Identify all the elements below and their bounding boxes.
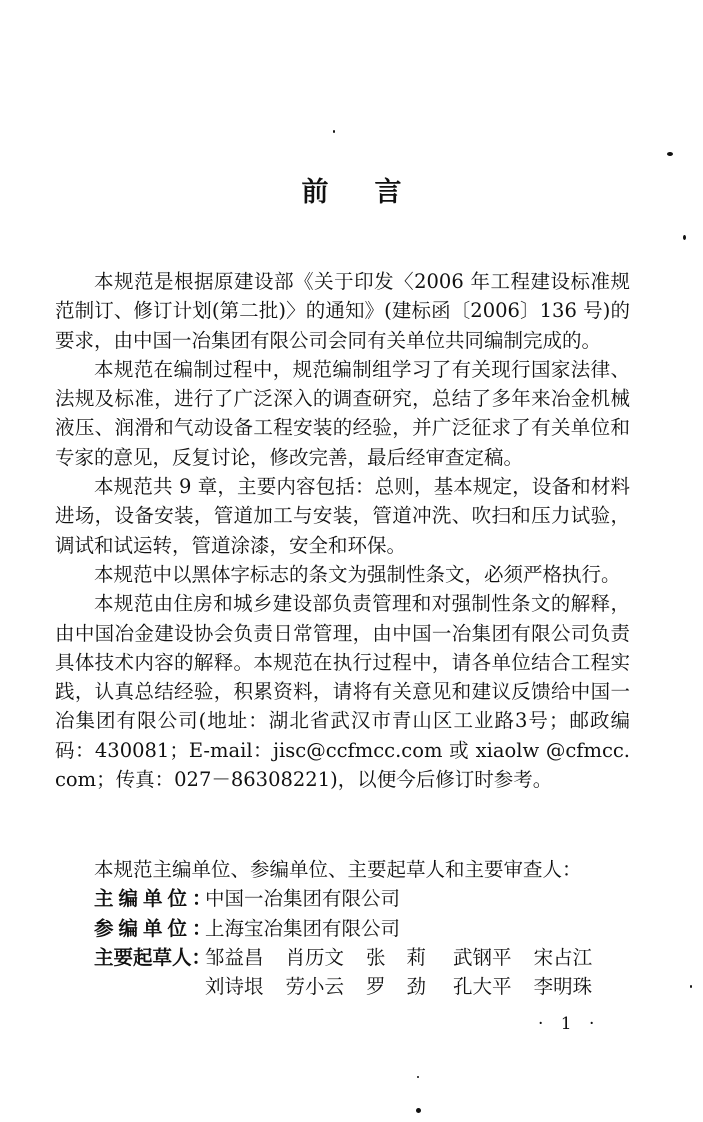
chief-editor-row (94, 884, 634, 913)
chief-editor-value: 中国一冶集团有限公司 (205, 887, 401, 911)
paragraph-mandatory: 本规范中以黑体字标志的条文为强制性条文，必须严格执行。 (94, 562, 621, 586)
co-editor-label: 参编单位： (94, 916, 217, 940)
drafter-name: 劳小云 (285, 975, 345, 999)
paragraph-origin: 本规范是根据原建设部《关于印发〈2006 年工程建设标准规范制订、修订计划(第二批)〉的通知》(建标函〔2006〕136 号)的要求，由中国一冶集团有限公司会同有关单位共同编制完成的。 (55, 270, 630, 352)
credits-intro: 本规范主编单位、参编单位、主要起草人和主要审查人： (94, 858, 582, 881)
drafter-name: 孔大平 (453, 975, 512, 999)
page-number: · 1 · (538, 1014, 601, 1034)
drafters-row-2 (94, 972, 634, 1001)
preface-body (55, 267, 630, 794)
drafter-name: 武钢平 (453, 945, 512, 969)
scan-speck (333, 130, 335, 133)
scan-speck (667, 152, 673, 156)
page-title: 前言 (301, 177, 448, 208)
drafters-names-2 (205, 972, 614, 1001)
drafter-name: 刘诗垠 (205, 975, 264, 999)
drafter-name: 邹益昌 (205, 945, 264, 969)
scan-speck (690, 985, 692, 988)
credits-section (94, 855, 634, 1001)
co-editor-value: 上海宝冶集团有限公司 (205, 916, 401, 940)
scan-speck (416, 1108, 421, 1113)
drafters-names-1 (205, 943, 614, 972)
drafter-name: 宋占江 (533, 945, 593, 969)
scan-speck (683, 235, 686, 240)
drafter-name: 肖历文 (285, 945, 345, 969)
drafter-name: 张莉 (366, 945, 448, 969)
drafter-name: 李明珠 (533, 975, 593, 999)
paragraph-management: 本规范由住房和城乡建设部负责管理和对强制性条文的解释，由中国冶金建设协会负责日常管理，由中国一冶集团有限公司负责具体技术内容的解释。本规范在执行过程中，请各单位结合工程实践，认真总结经验，积累资料，请将有关意见和建议反馈给中国一冶集团有限公司(地址：湖北省武汉市青山区工业路3号；邮政编码：430081；E-mail：jisc@ccfmcc.com 或 xiaolw @cfmcc. com；传真：027－86308221)，以便今后修订时参考。 (55, 592, 630, 792)
drafters-row-1 (94, 943, 634, 972)
scan-speck (417, 1076, 419, 1078)
drafter-name: 罗劲 (366, 975, 448, 999)
drafters-label: 主要起草人： (94, 945, 212, 969)
paragraph-process: 本规范在编制过程中，规范编制组学习了有关现行国家法律、法规及标准，进行了广泛深入的调查研究，总结了多年来冶金机械液压、润滑和气动设备工程安装的经验，并广泛征求了有关单位和专家的意见，反复讨论，修改完善，最后经审查定稿。 (55, 357, 630, 469)
paragraph-contents: 本规范共 9 章，主要内容包括：总则，基本规定，设备和材料进场，设备安装，管道加工与安装，管道冲洗、吹扫和压力试验，调试和试运转，管道涂漆，安全和环保。 (55, 475, 630, 557)
co-editor-row (94, 914, 634, 943)
chief-editor-label: 主编单位： (94, 887, 217, 911)
